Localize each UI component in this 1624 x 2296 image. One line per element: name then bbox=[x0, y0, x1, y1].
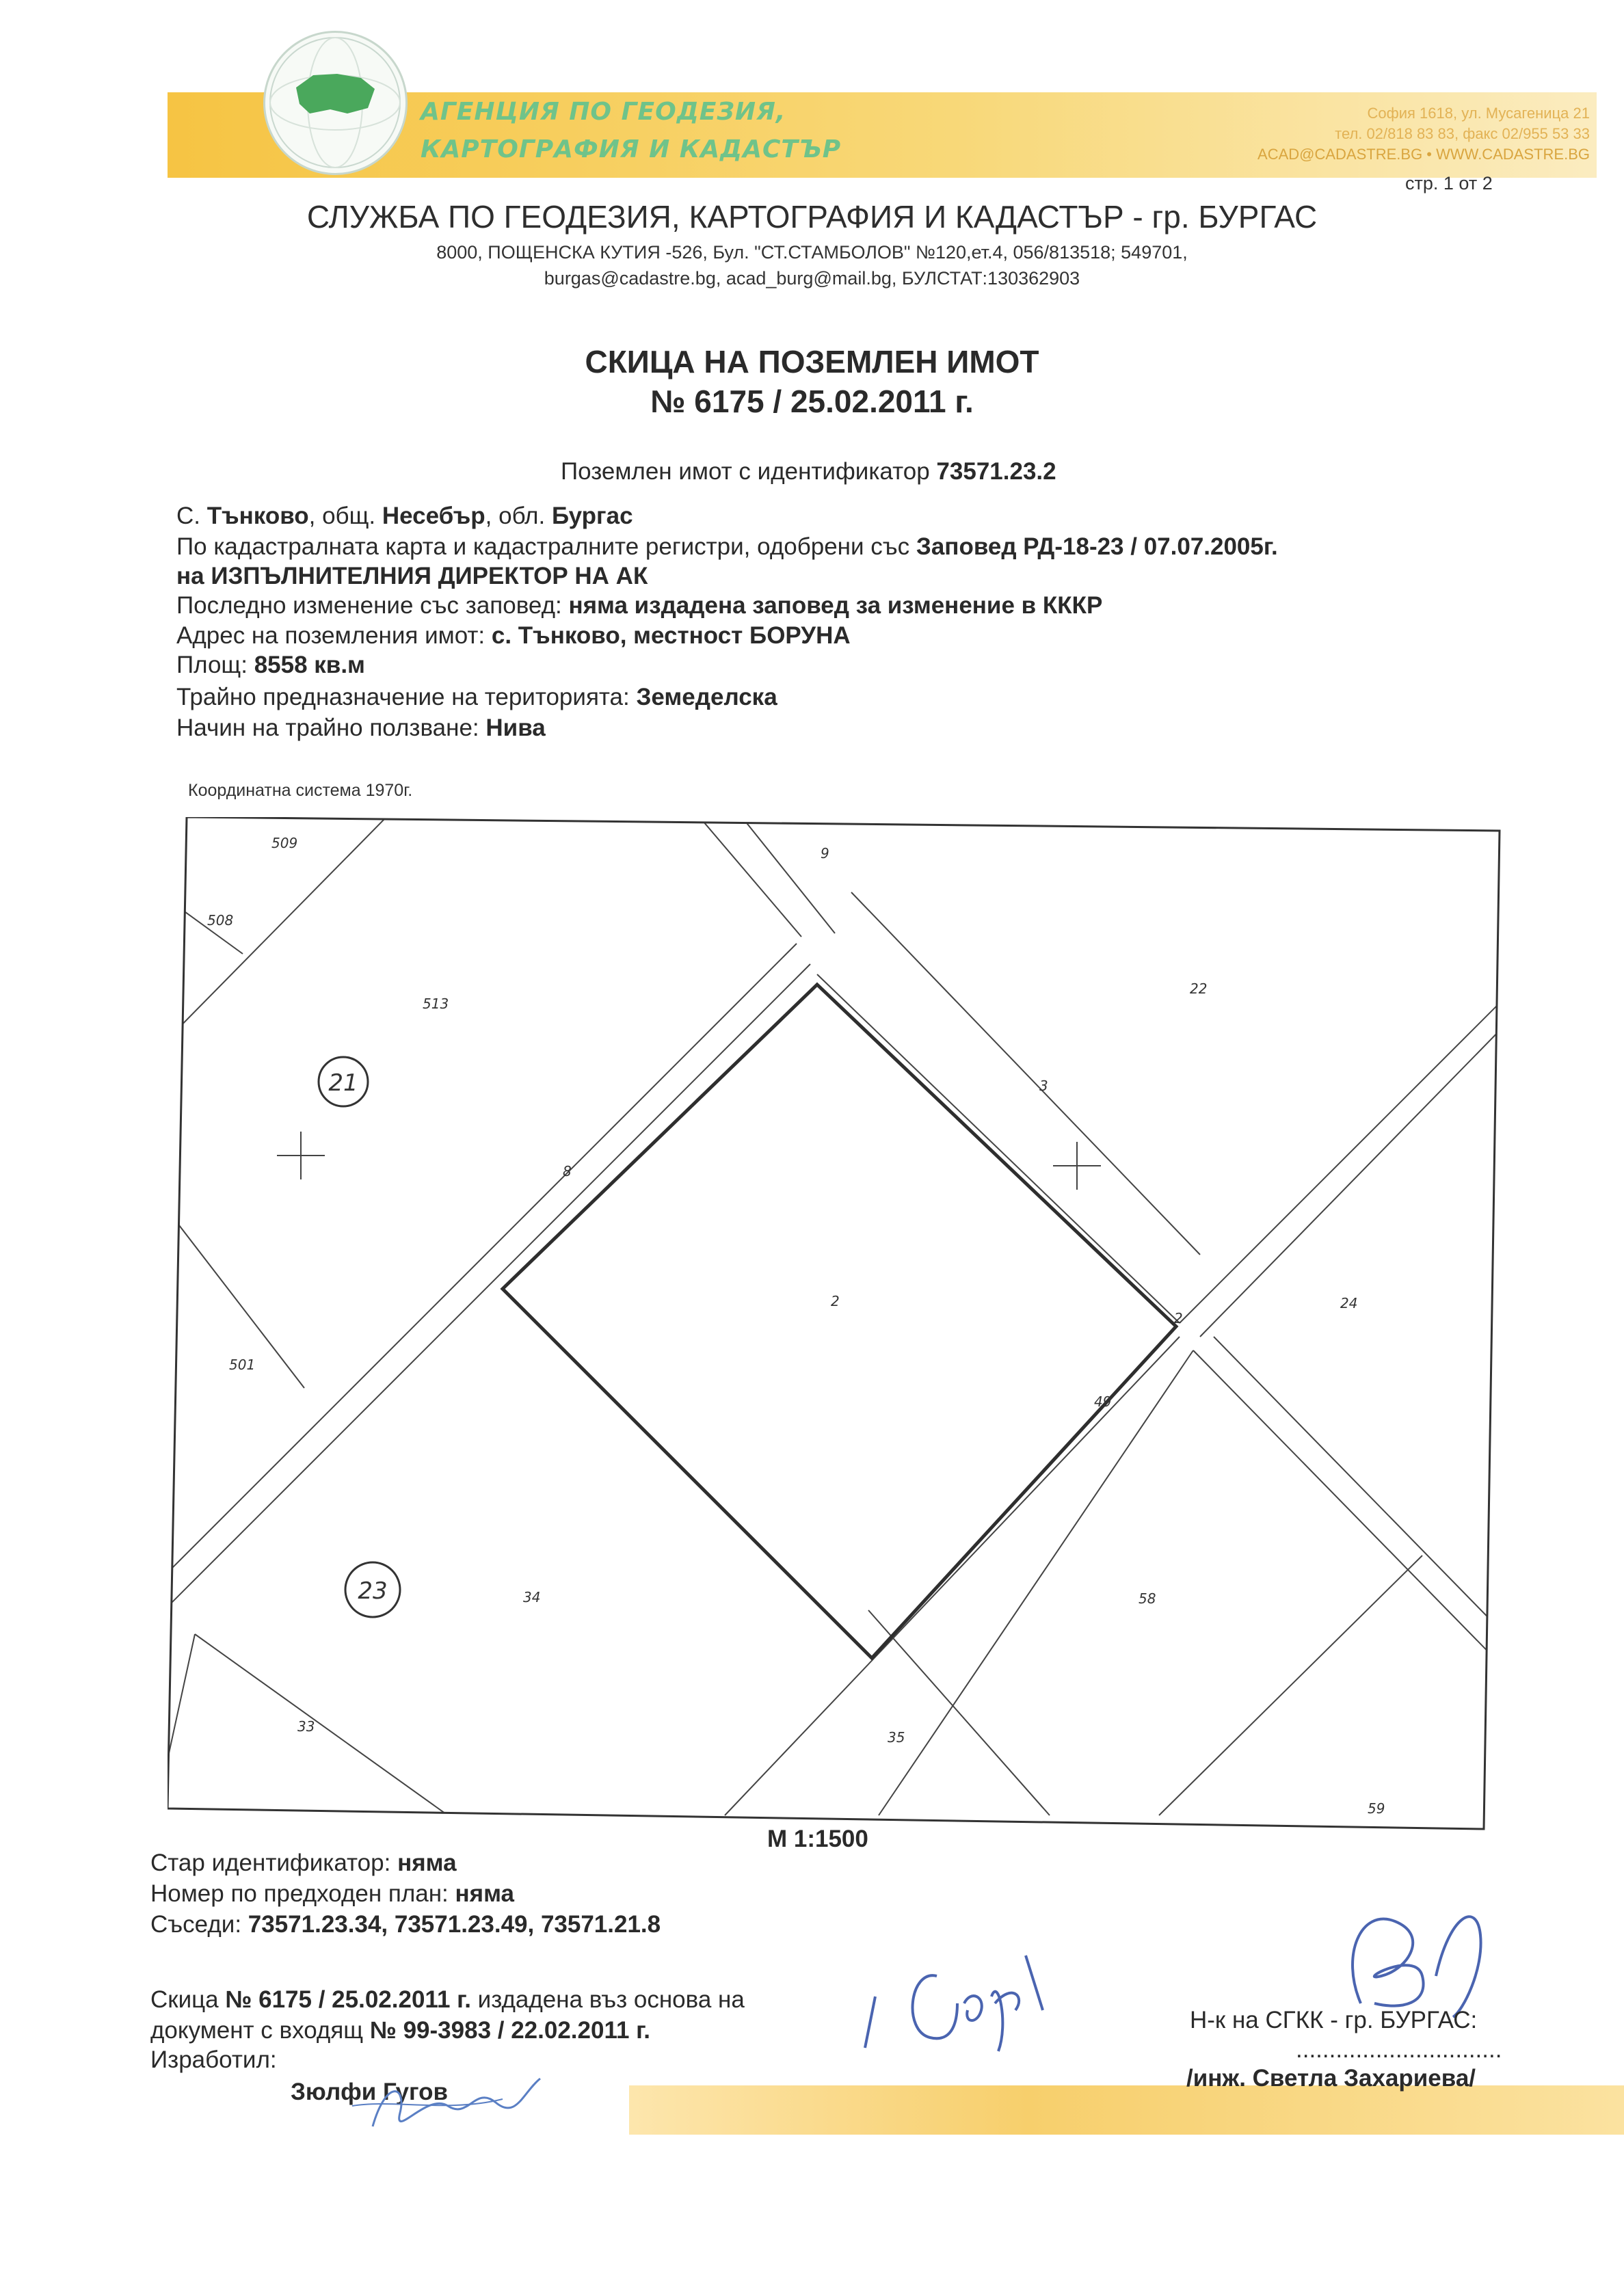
identifier-value: 73571.23.2 bbox=[936, 458, 1056, 485]
address-label: Адрес на поземления имот: bbox=[176, 622, 485, 649]
neighbors-value: 73571.23.34, 73571.23.49, 73571.21.8 bbox=[248, 1911, 661, 1938]
parcel-2: 2 bbox=[831, 1293, 840, 1309]
usage-label: Начин на трайно ползване: bbox=[176, 715, 479, 741]
prev-plan-label: Номер по предходен план: bbox=[150, 1880, 449, 1907]
prepared-by: Зюлфи Гугов bbox=[291, 2079, 449, 2105]
preparer-signature bbox=[270, 2065, 557, 2140]
parcel-34: 34 bbox=[523, 1589, 541, 1605]
page-number: стр. 1 от 2 bbox=[1405, 173, 1493, 193]
document-number: № 6175 / 25.02.2011 г. bbox=[650, 384, 974, 419]
area-value: 8558 кв.м bbox=[254, 652, 365, 678]
service-email: burgas@cadastre.bg, acad_burg@mail.bg, БУЛСТАТ:130362903 bbox=[544, 268, 1080, 289]
usage-line bbox=[176, 715, 546, 742]
neighbors-label: Съседи: bbox=[150, 1911, 242, 1938]
agency-contact-line2: тел. 02/818 83 83, факс 02/955 53 33 bbox=[1335, 125, 1590, 142]
parcel-509: 509 bbox=[271, 835, 298, 851]
cadastral-map bbox=[168, 817, 1504, 1836]
order-issuer bbox=[176, 563, 648, 590]
approval-order: Заповед РД-18-23 / 07.07.2005г. bbox=[916, 533, 1278, 560]
footer-band bbox=[629, 2085, 1624, 2135]
prepared-label: Изработил: bbox=[150, 2046, 277, 2073]
address-line bbox=[176, 622, 851, 650]
last-change-label: Последно изменение със заповед: bbox=[176, 592, 562, 619]
issued-suffix: издадена въз основа на bbox=[477, 1986, 745, 2013]
copy-annotation bbox=[855, 1935, 1060, 2072]
issued-number: № 6175 / 25.02.2011 г. bbox=[225, 1986, 471, 2013]
area-line bbox=[176, 652, 365, 679]
parcel-3: 3 bbox=[1039, 1078, 1048, 1094]
municipality: Несебър bbox=[382, 503, 485, 529]
parcel-513: 513 bbox=[423, 996, 449, 1012]
last-change-value: няма издадена заповед за изменение в КККР bbox=[568, 592, 1103, 619]
usage-value: Нива bbox=[485, 715, 546, 741]
circle-23-label: 23 bbox=[358, 1577, 388, 1605]
service-address: 8000, ПОЩЕНСКА КУТИЯ -526, Бул. "СТ.СТАМБОЛОВ" №120,ет.4, 056/813518; 549701, bbox=[436, 242, 1188, 263]
parcel-9: 9 bbox=[821, 845, 829, 862]
map-scale: М 1:1500 bbox=[767, 1826, 868, 1852]
issued-line bbox=[150, 1986, 745, 2014]
region-label: , обл. bbox=[485, 503, 546, 529]
village: Тънково bbox=[207, 503, 309, 529]
parcel-33: 33 bbox=[297, 1718, 315, 1735]
based-on-value: № 99-3983 / 22.02.2011 г. bbox=[369, 2017, 650, 2044]
agency-name-line1: АГЕНЦИЯ ПО ГЕОДЕЗИЯ, bbox=[421, 98, 786, 126]
neighbors-line bbox=[150, 1911, 661, 1938]
location-line bbox=[176, 503, 633, 530]
agency-name-line2: КАРТОГРАФИЯ И КАДАСТЪР bbox=[421, 135, 842, 163]
parcel-58: 58 bbox=[1139, 1590, 1156, 1607]
agency-contact-line1: София 1618, ул. Мусагеница 21 bbox=[1367, 105, 1590, 122]
purpose-value: Земеделска bbox=[636, 684, 777, 710]
chief-name: /инж. Светла Захариева/ bbox=[1186, 2065, 1476, 2092]
based-on-prefix: документ с входящ bbox=[150, 2017, 364, 2044]
agency-contact-line3: ACAD@CADASTRE.BG • WWW.CADASTRE.BG bbox=[1257, 146, 1590, 163]
parcel-24: 24 bbox=[1340, 1295, 1358, 1311]
old-id-line bbox=[150, 1850, 457, 1877]
prev-plan-value: няма bbox=[455, 1880, 514, 1907]
parcel-22: 22 bbox=[1190, 980, 1208, 997]
location-prefix: С. bbox=[176, 503, 200, 529]
service-title: СЛУЖБА ПО ГЕОДЕЗИЯ, КАРТОГРАФИЯ И КАДАСТЪР - гр. БУРГАС bbox=[306, 199, 1318, 235]
vertex-label: 2 bbox=[1174, 1310, 1183, 1326]
old-id-label: Стар идентификатор: bbox=[150, 1850, 391, 1876]
circle-21-label: 21 bbox=[328, 1069, 358, 1097]
last-change-line bbox=[176, 592, 1102, 619]
approval-line bbox=[176, 533, 1278, 561]
chief-label: Н-к на СГКК - гр. БУРГАС: bbox=[1190, 2007, 1478, 2033]
purpose-line bbox=[176, 684, 777, 711]
prev-plan-line bbox=[150, 1880, 514, 1908]
document-title: СКИЦА НА ПОЗЕМЛЕН ИМОТ bbox=[585, 344, 1039, 379]
address-value: с. Тънково, местност БОРУНА bbox=[491, 622, 851, 649]
order-by: на ИЗПЪЛНИТЕЛНИЯ ДИРЕКТОР НА АК bbox=[176, 563, 648, 589]
area-label: Площ: bbox=[176, 652, 248, 678]
approval-text: По кадастралната карта и кадастралните регистри, одобрени със bbox=[176, 533, 910, 560]
parcel-501: 501 bbox=[229, 1357, 256, 1373]
old-id-value: няма bbox=[397, 1850, 457, 1876]
parcel-49: 49 bbox=[1094, 1393, 1112, 1410]
parcel-8: 8 bbox=[563, 1163, 572, 1179]
purpose-label: Трайно предназначение на територията: bbox=[176, 684, 630, 710]
parcel-59: 59 bbox=[1368, 1800, 1385, 1817]
agency-logo bbox=[263, 31, 408, 175]
parcel-508: 508 bbox=[207, 912, 234, 929]
issued-prefix: Скица bbox=[150, 1986, 219, 2013]
signature-dots: ............................... bbox=[1296, 2036, 1502, 2063]
coordinate-system: Координатна система 1970г. bbox=[188, 781, 413, 800]
region: Бургас bbox=[551, 503, 633, 529]
parcel-35: 35 bbox=[888, 1729, 905, 1746]
municipality-label: , общ. bbox=[308, 503, 376, 529]
based-on-line bbox=[150, 2017, 650, 2044]
identifier-line bbox=[561, 458, 1056, 485]
identifier-label: Поземлен имот с идентификатор bbox=[561, 458, 930, 485]
